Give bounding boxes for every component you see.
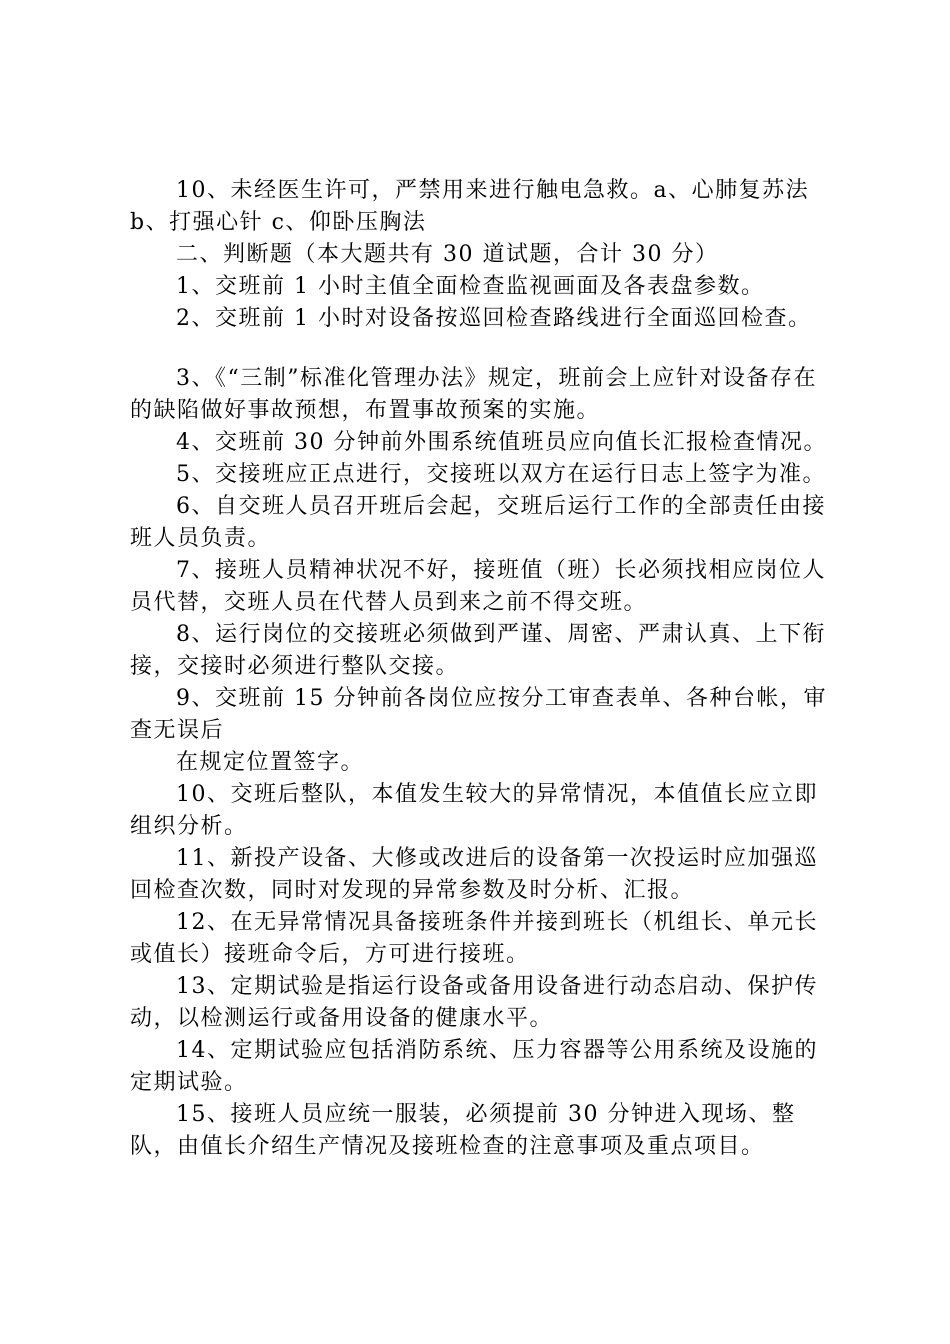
paragraph-item-9: 9、交班前 15 分钟前各岗位应按分工审查表单、各种台帐，审查无误后	[130, 686, 827, 743]
paragraph-item-5: 5、交接班应正点进行，交接班以双方在运行日志上签字为准。	[176, 462, 826, 487]
paragraph-item-1: 1、交班前 1 小时主值全面检查监视画面及各表盘参数。	[176, 274, 765, 299]
paragraph-item-15: 15、接班人员应统一服装，必须提前 30 分钟进入现场、整队，由值长介绍生产情况及接班检查的注意事项及重点项目。	[130, 1102, 796, 1159]
paragraph-item-6: 6、自交班人员召开班后会起，交班后运行工作的全部责任由接班人员负责。	[130, 494, 826, 551]
paragraph-item-9-continued: 在规定位置签字。	[176, 750, 365, 775]
paragraph-item-11: 11、新投产设备、大修或改进后的设备第一次投运时应加强巡回检查次数，同时对发现的异常参数及时分析、汇报。	[130, 846, 818, 903]
paragraph-item-2: 2、交班前 1 小时对设备按巡回检查路线进行全面巡回检查。	[176, 306, 812, 331]
paragraph-item-14: 14、定期试验应包括消防系统、压力容器等公用系统及设施的定期试验。	[130, 1038, 818, 1095]
document-body	[130, 175, 840, 1163]
paragraph-item-10: 10、交班后整队，本值发生较大的异常情况，本值值长应立即组织分析。	[130, 782, 818, 839]
paragraph-item-12: 12、在无异常情况具备接班条件并接到班长（机组长、单元长或值长）接班命令后，方可进行接班。	[130, 910, 818, 967]
paragraph-item-13: 13、定期试验是指运行设备或备用设备进行动态启动、保护传动，以检测运行或备用设备的健康水平。	[130, 974, 818, 1031]
paragraph-question-10-choice: 10、未经医生许可，严禁用来进行触电急救。a、心肺复苏法 b、打强心针 c、仰卧压胸法	[130, 178, 810, 235]
paragraph-item-7: 7、接班人员精神状况不好，接班值（班）长必须找相应岗位人员代替，交班人员在代替人员到来之前不得交班。	[130, 558, 826, 615]
paragraph-item-8: 8、运行岗位的交接班必须做到严谨、周密、严肃认真、上下衔接，交接时必须进行整队交接。	[130, 622, 826, 679]
section-heading-judgment: 二、判断题（本大题共有 30 道试题，合计 30 分）	[176, 242, 719, 267]
blank-line	[130, 335, 840, 363]
paragraph-item-4: 4、交班前 30 分钟前外围系统值班员应向值长汇报检查情况。	[176, 430, 827, 455]
paragraph-item-3: 3、《“三制”标准化管理办法》规定，班前会上应针对设备存在的缺陷做好事故预想，布置事故预案的实施。	[130, 366, 817, 423]
